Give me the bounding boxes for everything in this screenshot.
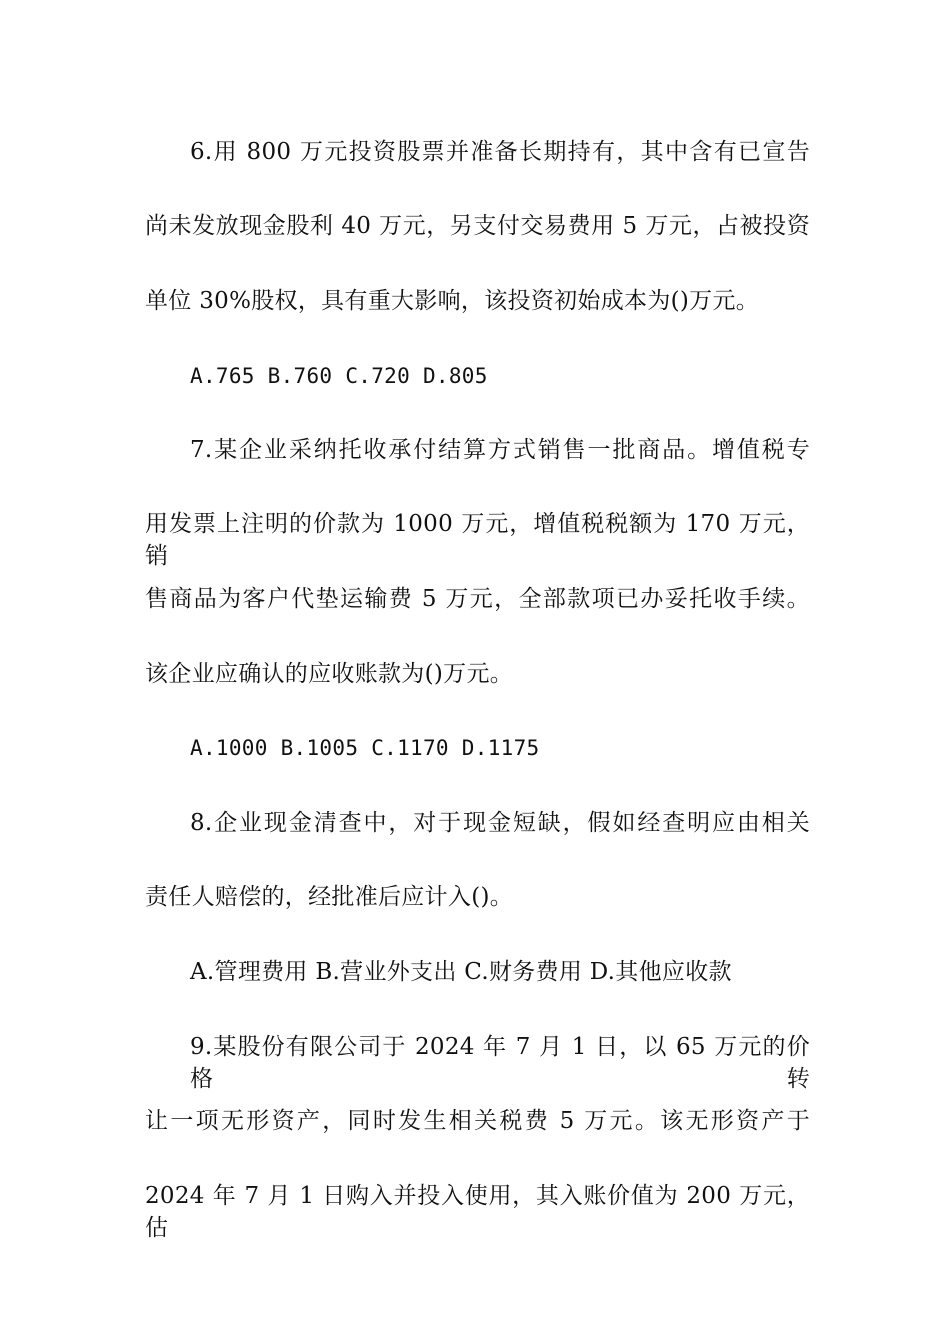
q7-options: A.1000 B.1005 C.1170 D.1175 (190, 736, 540, 760)
q9-line-1: 9.某股份有限公司于 2024 年 7 月 1 日，以 65 万元的价格转 (190, 1034, 810, 1092)
q7-line-1: 7.某企业采纳托收承付结算方式销售一批商品。增值税专 (190, 437, 810, 463)
q7-line-4: 该企业应确认的应收账款为()万元。 (145, 661, 514, 687)
q7-line-2: 用发票上注明的价款为 1000 万元，增值税税额为 170 万元，销 (145, 511, 810, 569)
q6-line-1: 6.用 800 万元投资股票并准备长期持有，其中含有已宣告 (190, 139, 810, 165)
q9-line-3: 2024 年 7 月 1 日购入并投入使用，其入账价值为 200 万元，估 (145, 1183, 810, 1241)
q9-line-2: 让一项无形资产，同时发生相关税费 5 万元。该无形资产于 (145, 1108, 810, 1134)
q6-line-3: 单位 30%股权，具有重大影响，该投资初始成本为()万元。 (145, 288, 760, 314)
q6-options: A.765 B.760 C.720 D.805 (190, 364, 488, 388)
q7-line-3: 售商品为客户代垫运输费 5 万元，全部款项已办妥托收手续。 (145, 586, 810, 612)
q8-line-2: 责任人赔偿的，经批准后应计入()。 (145, 884, 514, 910)
q6-line-2: 尚未发放现金股利 40 万元，另支付交易费用 5 万元，占被投资 (145, 213, 810, 239)
q8-line-1: 8.企业现金清查中，对于现金短缺，假如经查明应由相关 (190, 810, 810, 836)
q8-options: A.管理费用 B.营业外支出 C.财务费用 D.其他应收款 (190, 959, 732, 985)
